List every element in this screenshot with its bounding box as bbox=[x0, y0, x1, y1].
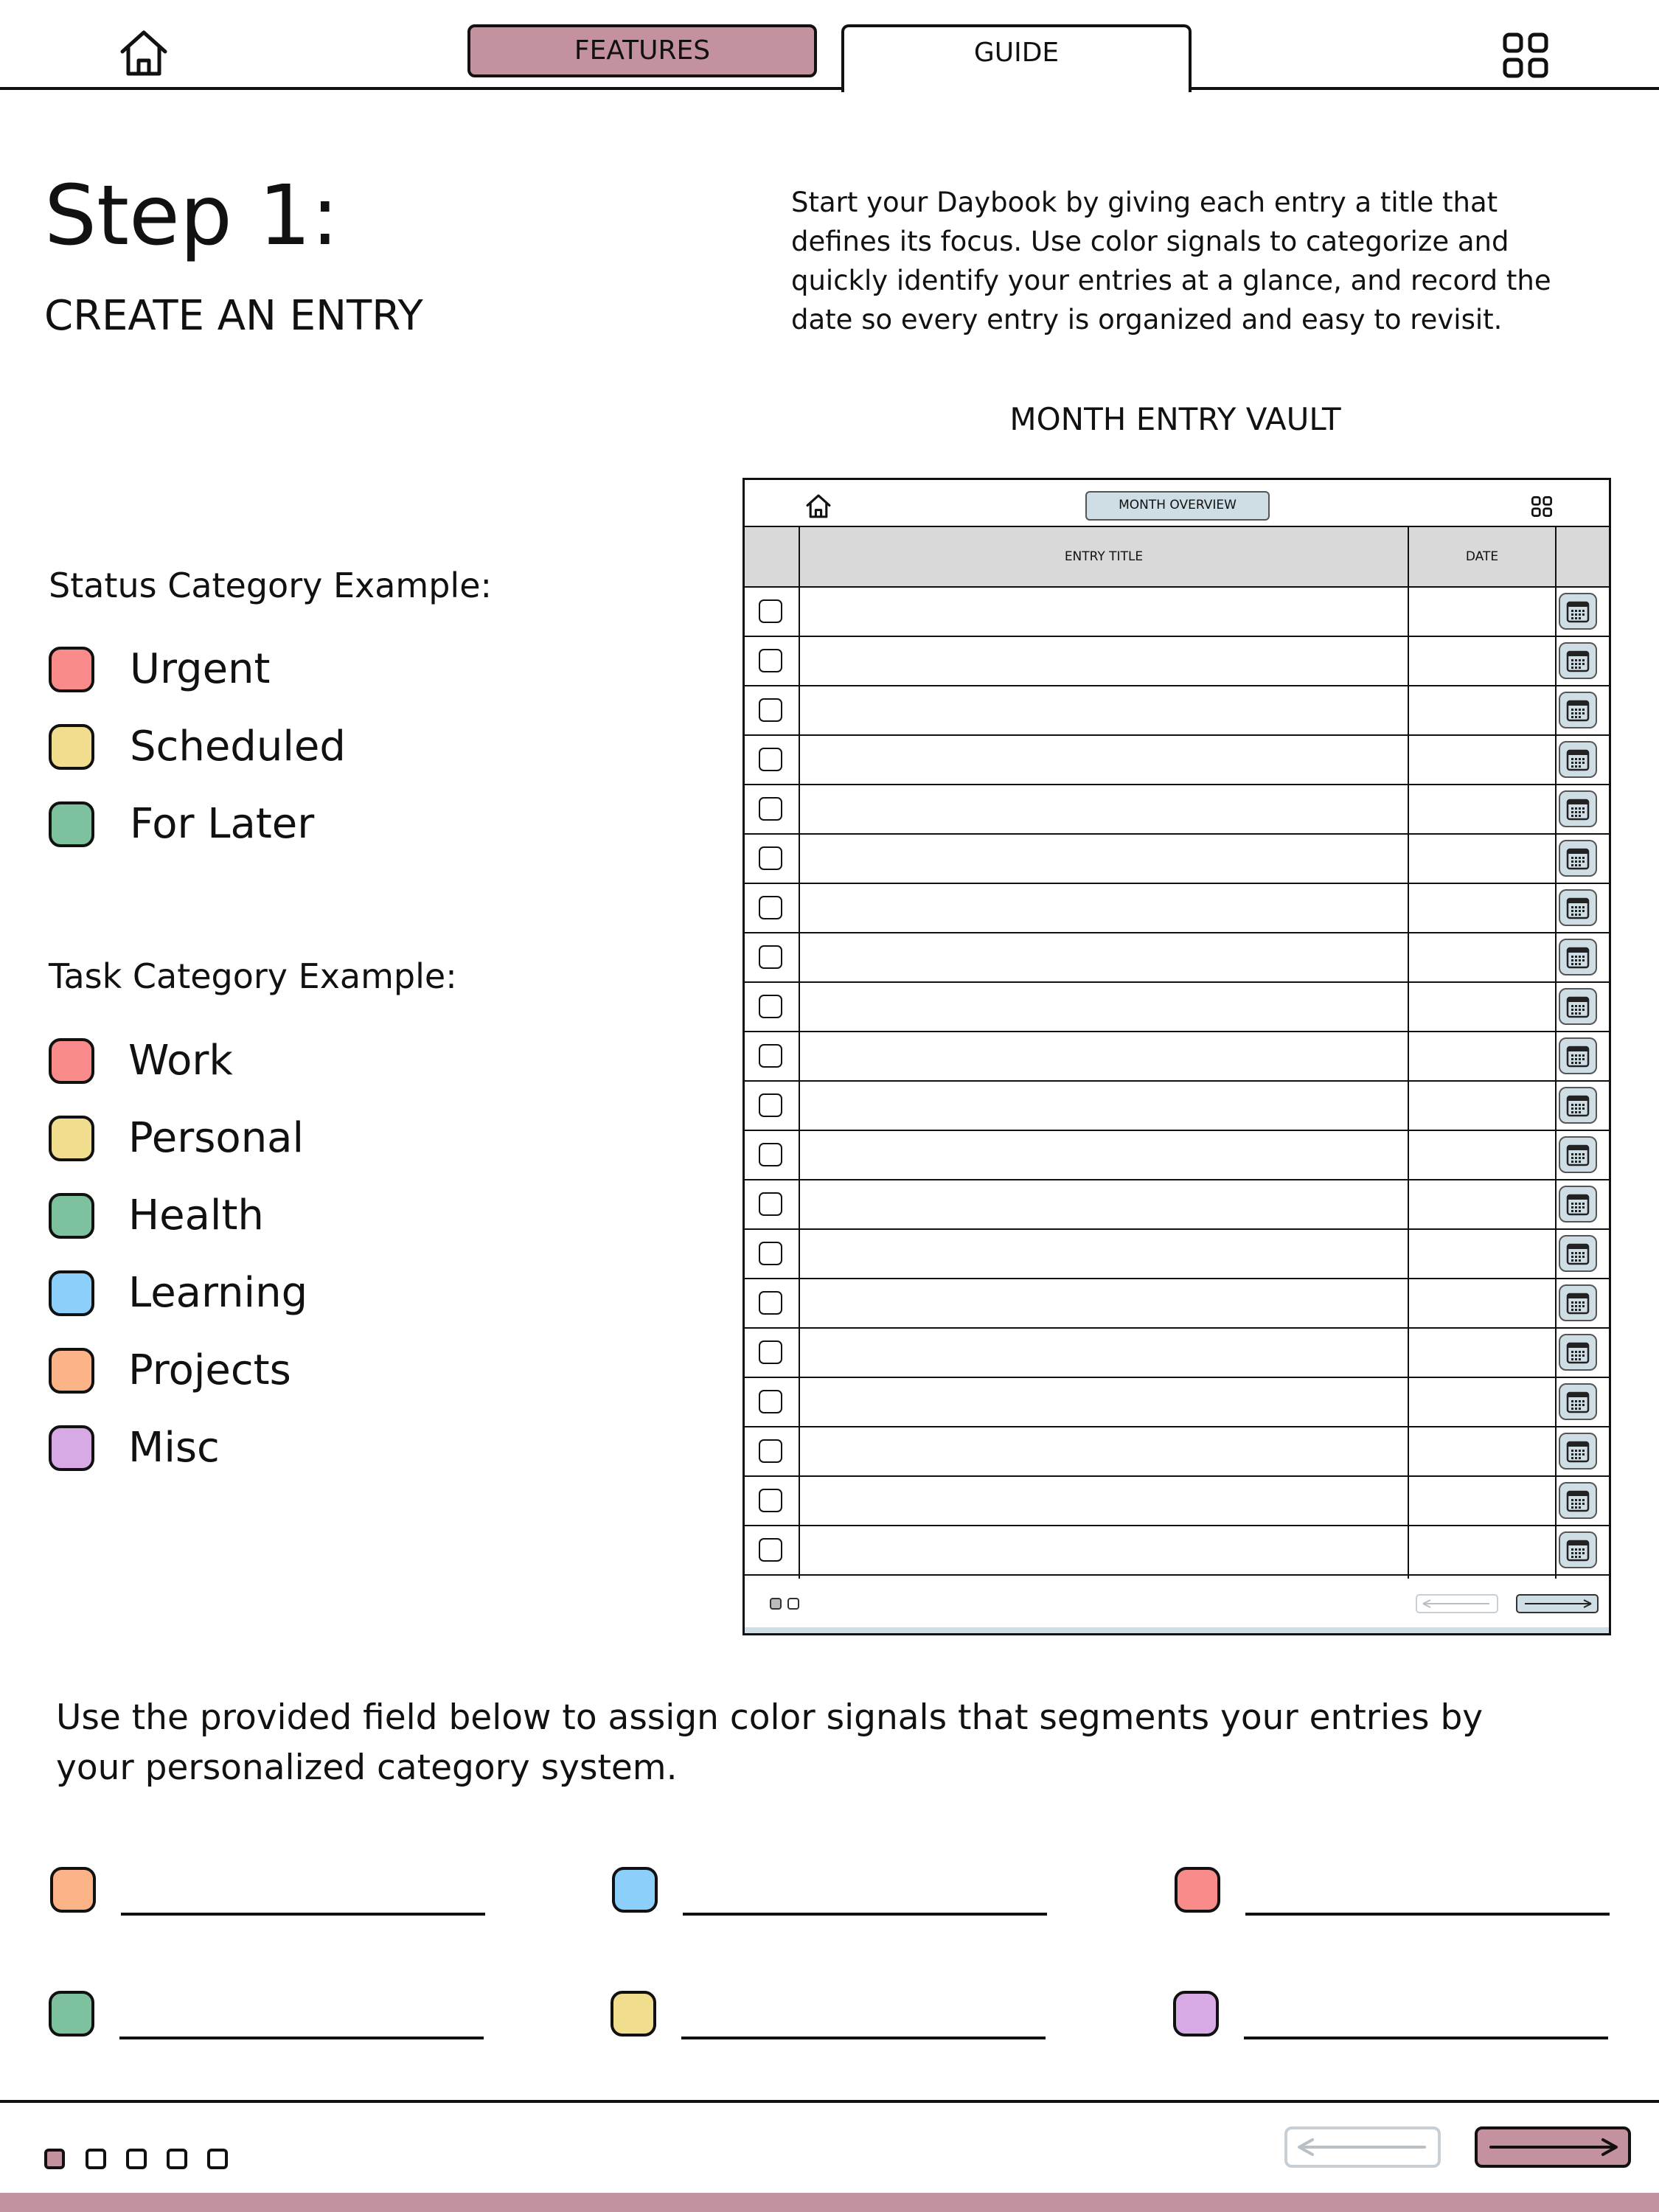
column-header-date: DATE bbox=[1465, 549, 1499, 564]
custom-swatch[interactable] bbox=[1173, 1991, 1219, 2037]
table-row bbox=[745, 932, 1610, 981]
row-checkbox[interactable] bbox=[759, 1439, 782, 1463]
calendar-icon bbox=[1566, 1538, 1590, 1562]
row-checkbox[interactable] bbox=[759, 649, 782, 672]
bottom-nav-divider bbox=[0, 2100, 1659, 2103]
row-checkbox[interactable] bbox=[759, 1044, 782, 1068]
row-checkbox[interactable] bbox=[759, 599, 782, 623]
arrow-left-icon bbox=[1417, 1596, 1497, 1612]
row-checkbox[interactable] bbox=[759, 1143, 782, 1166]
table-row bbox=[745, 1179, 1610, 1228]
row-checkbox[interactable] bbox=[759, 1093, 782, 1117]
row-checkbox[interactable] bbox=[759, 995, 782, 1018]
features-tab-label: FEATURES bbox=[574, 35, 711, 66]
status-swatch-for-later bbox=[49, 801, 94, 847]
features-tab[interactable] bbox=[467, 24, 817, 77]
vault-prev-button[interactable] bbox=[1416, 1594, 1498, 1613]
row-checkbox[interactable] bbox=[759, 748, 782, 771]
custom-swatch[interactable] bbox=[50, 1867, 96, 1913]
task-label-learning: Learning bbox=[128, 1269, 308, 1317]
table-row bbox=[745, 883, 1610, 932]
date-picker-button[interactable] bbox=[1559, 1482, 1597, 1519]
column-header-title: ENTRY TITLE bbox=[1064, 549, 1144, 564]
row-checkbox[interactable] bbox=[759, 698, 782, 722]
calendar-icon bbox=[1566, 1242, 1590, 1265]
status-label-urgent: Urgent bbox=[130, 645, 271, 693]
task-swatch-personal bbox=[49, 1116, 94, 1161]
calendar-icon bbox=[1566, 698, 1590, 722]
date-picker-button[interactable] bbox=[1559, 889, 1597, 926]
bottom-nav bbox=[0, 2100, 1659, 2212]
custom-category-instructions: Use the provided field below to assign color signals that segments your entries by your personalized category system. bbox=[56, 1697, 1484, 1788]
top-nav bbox=[0, 0, 1659, 91]
table-row bbox=[745, 685, 1610, 734]
table-row bbox=[745, 586, 1610, 636]
home-button[interactable] bbox=[118, 28, 170, 80]
status-label-for-later: For Later bbox=[130, 800, 315, 848]
date-picker-button[interactable] bbox=[1559, 790, 1597, 827]
nav-baseline-right bbox=[1190, 87, 1659, 90]
calendar-icon bbox=[1566, 748, 1590, 771]
table-row bbox=[745, 981, 1610, 1031]
row-checkbox[interactable] bbox=[759, 1489, 782, 1512]
row-checkbox[interactable] bbox=[759, 1340, 782, 1364]
page-dot[interactable] bbox=[126, 2149, 147, 2169]
guide-tab-label: GUIDE bbox=[973, 38, 1060, 68]
date-picker-button[interactable] bbox=[1559, 741, 1597, 778]
custom-swatch[interactable] bbox=[611, 1991, 656, 2037]
table-row bbox=[745, 1278, 1610, 1327]
task-label-projects: Projects bbox=[128, 1346, 291, 1394]
calendar-icon bbox=[1566, 1192, 1590, 1216]
date-picker-button[interactable] bbox=[1559, 1087, 1597, 1124]
task-swatch-misc bbox=[49, 1425, 94, 1471]
row-checkbox[interactable] bbox=[759, 1242, 782, 1265]
table-row bbox=[745, 1426, 1610, 1475]
status-swatch-scheduled bbox=[49, 724, 94, 770]
grid-icon bbox=[1503, 32, 1548, 78]
table-row bbox=[745, 1377, 1610, 1426]
row-checkbox[interactable] bbox=[759, 1291, 782, 1315]
date-picker-button[interactable] bbox=[1559, 1037, 1597, 1074]
vault-preview bbox=[742, 478, 1611, 1635]
date-picker-button[interactable] bbox=[1559, 1284, 1597, 1321]
date-picker-button[interactable] bbox=[1559, 593, 1597, 630]
calendar-icon bbox=[1566, 1291, 1590, 1315]
status-swatch-urgent bbox=[49, 647, 94, 692]
date-picker-button[interactable] bbox=[1559, 1334, 1597, 1371]
vault-title: MONTH ENTRY VAULT bbox=[1009, 401, 1341, 437]
prev-page-button[interactable] bbox=[1284, 2126, 1441, 2168]
page-dot[interactable] bbox=[86, 2149, 106, 2169]
date-picker-button[interactable] bbox=[1559, 1383, 1597, 1420]
custom-label-line[interactable] bbox=[681, 2037, 1046, 2039]
next-page-button[interactable] bbox=[1475, 2126, 1631, 2168]
task-label-health: Health bbox=[128, 1192, 264, 1239]
row-checkbox[interactable] bbox=[759, 846, 782, 870]
table-row bbox=[745, 1525, 1610, 1574]
date-picker-button[interactable] bbox=[1559, 1235, 1597, 1272]
vault-next-button[interactable] bbox=[1516, 1594, 1599, 1613]
calendar-icon bbox=[1566, 896, 1590, 919]
task-swatch-projects bbox=[49, 1348, 94, 1394]
page-dot[interactable] bbox=[207, 2149, 228, 2169]
row-checkbox[interactable] bbox=[759, 1192, 782, 1216]
date-picker-button[interactable] bbox=[1559, 939, 1597, 975]
calendar-icon bbox=[1566, 1093, 1590, 1117]
date-picker-button[interactable] bbox=[1559, 1186, 1597, 1222]
custom-label-line[interactable] bbox=[1245, 1913, 1610, 1916]
custom-label-line[interactable] bbox=[119, 2037, 484, 2039]
page-dot-active[interactable] bbox=[44, 2149, 65, 2169]
table-row bbox=[745, 784, 1610, 833]
table-row bbox=[745, 636, 1610, 685]
table-row bbox=[745, 1228, 1610, 1278]
date-picker-button[interactable] bbox=[1559, 1136, 1597, 1173]
custom-label-line[interactable] bbox=[121, 1913, 485, 1916]
arrow-right-icon bbox=[1517, 1596, 1597, 1612]
calendar-icon bbox=[1566, 1390, 1590, 1413]
vault-page-dot-active[interactable] bbox=[770, 1598, 782, 1610]
step-subtitle: CREATE AN ENTRY bbox=[44, 292, 423, 340]
home-icon bbox=[118, 28, 170, 80]
step-title: Step 1: bbox=[44, 168, 339, 264]
row-checkbox[interactable] bbox=[759, 797, 782, 821]
date-picker-button[interactable] bbox=[1559, 692, 1597, 728]
table-row bbox=[745, 1130, 1610, 1179]
status-label-scheduled: Scheduled bbox=[130, 723, 346, 771]
calendar-icon bbox=[1566, 599, 1590, 623]
grid-button[interactable] bbox=[1503, 32, 1548, 78]
month-overview-tab[interactable] bbox=[1085, 491, 1270, 521]
calendar-icon bbox=[1566, 846, 1590, 870]
custom-swatch[interactable] bbox=[1175, 1867, 1220, 1913]
nav-baseline bbox=[0, 87, 843, 90]
date-picker-button[interactable] bbox=[1559, 642, 1597, 679]
calendar-icon bbox=[1566, 1340, 1590, 1364]
custom-label-line[interactable] bbox=[683, 1913, 1047, 1916]
date-picker-button[interactable] bbox=[1559, 840, 1597, 877]
calendar-icon bbox=[1566, 1143, 1590, 1166]
guide-tab[interactable] bbox=[841, 24, 1192, 92]
task-label-misc: Misc bbox=[128, 1424, 220, 1472]
vault-home-icon[interactable] bbox=[805, 493, 832, 520]
date-picker-button[interactable] bbox=[1559, 1531, 1597, 1568]
calendar-icon bbox=[1566, 995, 1590, 1018]
vault-page-dot[interactable] bbox=[787, 1598, 799, 1610]
row-checkbox[interactable] bbox=[759, 945, 782, 969]
calendar-icon bbox=[1566, 945, 1590, 969]
task-label-work: Work bbox=[128, 1037, 233, 1085]
calendar-icon bbox=[1566, 649, 1590, 672]
vault-grid-icon[interactable] bbox=[1531, 496, 1552, 517]
row-checkbox[interactable] bbox=[759, 1538, 782, 1562]
task-label-personal: Personal bbox=[128, 1114, 305, 1162]
page-dot[interactable] bbox=[167, 2149, 187, 2169]
table-row bbox=[745, 1031, 1610, 1080]
bottom-accent-bar bbox=[0, 2193, 1659, 2212]
task-category-title: Task Category Example: bbox=[49, 956, 457, 996]
arrow-right-icon bbox=[1478, 2129, 1628, 2165]
table-row bbox=[745, 1080, 1610, 1130]
calendar-icon bbox=[1566, 1439, 1590, 1463]
custom-label-line[interactable] bbox=[1244, 2037, 1608, 2039]
status-category-title: Status Category Example: bbox=[49, 566, 493, 605]
custom-swatch[interactable] bbox=[612, 1867, 658, 1913]
vault-table-header bbox=[745, 526, 1610, 586]
step-description: Start your Daybook by giving each entry a title that defines its focus. Use color signals to categorize and quickly identify your entries at a glance, and record the date so every entry is organized and easy to revisit. bbox=[791, 187, 1551, 335]
table-row bbox=[745, 734, 1610, 784]
calendar-icon bbox=[1566, 1489, 1590, 1512]
table-row bbox=[745, 1327, 1610, 1377]
table-bottom-border bbox=[745, 1574, 1610, 1576]
table-row bbox=[745, 833, 1610, 883]
calendar-icon bbox=[1566, 1044, 1590, 1068]
month-overview-label: MONTH OVERVIEW bbox=[1119, 498, 1237, 512]
calendar-icon bbox=[1566, 797, 1590, 821]
row-checkbox[interactable] bbox=[759, 896, 782, 919]
arrow-left-icon bbox=[1287, 2129, 1438, 2165]
table-row bbox=[745, 1475, 1610, 1525]
task-swatch-work bbox=[49, 1038, 94, 1084]
task-swatch-health bbox=[49, 1193, 94, 1239]
custom-swatch[interactable] bbox=[49, 1991, 94, 2037]
date-picker-button[interactable] bbox=[1559, 1433, 1597, 1470]
task-swatch-learning bbox=[49, 1270, 94, 1316]
vault-footer-bar bbox=[745, 1627, 1610, 1635]
row-checkbox[interactable] bbox=[759, 1390, 782, 1413]
date-picker-button[interactable] bbox=[1559, 988, 1597, 1025]
